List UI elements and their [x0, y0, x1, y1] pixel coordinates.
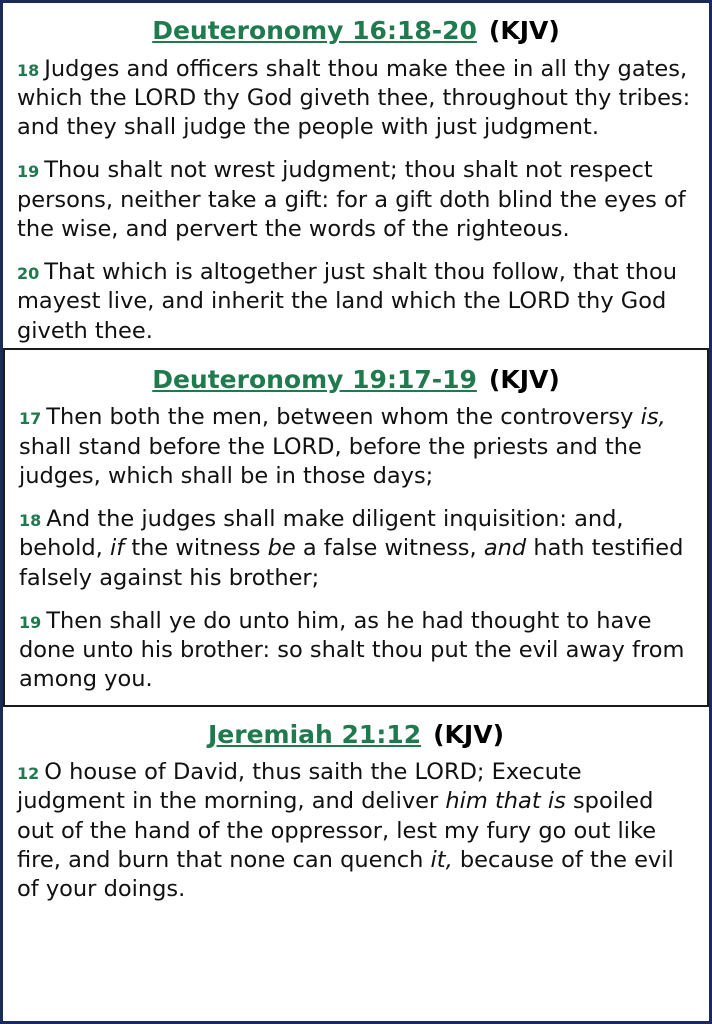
emphasized-text: and — [483, 535, 527, 562]
verse-text — [19, 404, 666, 489]
verse — [17, 258, 695, 346]
verse — [17, 758, 695, 904]
passage-heading — [19, 354, 693, 404]
verse — [19, 505, 693, 593]
passage-version: (KJV) — [488, 16, 560, 45]
passage-reference[interactable]: Jeremiah 21:12 — [208, 719, 422, 749]
verse — [17, 156, 695, 244]
plain-text: Then both the men, between whom the controversy — [46, 404, 641, 431]
plain-text: O house of David, thus saith the LORD; Execute judgment in the morning, and deliver — [17, 759, 582, 815]
passage-reference[interactable]: Deuteronomy 19:17-19 — [152, 364, 477, 394]
emphasized-text: him that is — [445, 788, 566, 815]
verse-text: Thou shalt not wrest judgment; thou shalt not respect persons, neither take a gift: for a gift doth blind the eyes of the wise, and pervert the words of the righteous. — [17, 157, 686, 242]
passage-jeremiah-21 — [3, 707, 709, 905]
plain-text: spoiled out of the hand of the oppressor, lest my fury go out like fire, and burn that none can quench — [17, 788, 657, 873]
emphasized-text: if — [110, 535, 125, 562]
passage-reference[interactable]: Deuteronomy 16:18-20 — [152, 16, 477, 45]
verse-number: 18 — [19, 511, 42, 530]
passage-deuteronomy-16 — [3, 3, 709, 346]
verse-text: That which is altogether just shalt thou follow, that thou mayest live, and inherit the land which the LORD thy God giveth thee. — [17, 259, 678, 344]
verse-number: 18 — [17, 60, 40, 80]
plain-text: Then shall ye do unto him, as he had thought to have done unto his brother: so shalt thou put the evil away from among you. — [19, 607, 685, 693]
verse-number: 19 — [17, 162, 40, 182]
passage-version: (KJV) — [433, 719, 504, 749]
plain-text: a false witness, — [295, 535, 484, 562]
verse-text — [19, 506, 683, 591]
plain-text: And the judges shall make diligent inquisition: and, behold, — [19, 506, 624, 562]
passage-heading — [17, 5, 695, 55]
passage-version: (KJV) — [488, 364, 560, 394]
verse — [17, 55, 695, 143]
passage-heading — [17, 709, 695, 759]
passage-deuteronomy-19 — [3, 348, 709, 707]
verse-text — [19, 608, 684, 693]
plain-text: hath testified falsely against his brother; — [19, 535, 684, 591]
verse-number: 12 — [17, 764, 40, 783]
verse — [19, 403, 693, 491]
verse — [19, 607, 693, 695]
verse-number: 17 — [19, 409, 42, 429]
plain-text: shall stand before the LORD, before the priests and the judges, which shall be in those days; — [19, 433, 642, 489]
verse-number: 19 — [19, 612, 42, 632]
verse-text: Judges and officers shalt thou make thee in all thy gates, which the LORD thy God giveth thee, throughout thy tribes: and they shall judge the people with just judgment. — [17, 55, 691, 140]
emphasized-text: is, — [640, 404, 666, 431]
verse-number: 20 — [17, 264, 40, 283]
emphasized-text: it, — [430, 846, 453, 873]
emphasized-text: be — [267, 535, 296, 562]
plain-text: because of the evil of your doings. — [17, 846, 674, 902]
verse-text — [17, 759, 674, 902]
plain-text: the witness — [124, 535, 268, 562]
